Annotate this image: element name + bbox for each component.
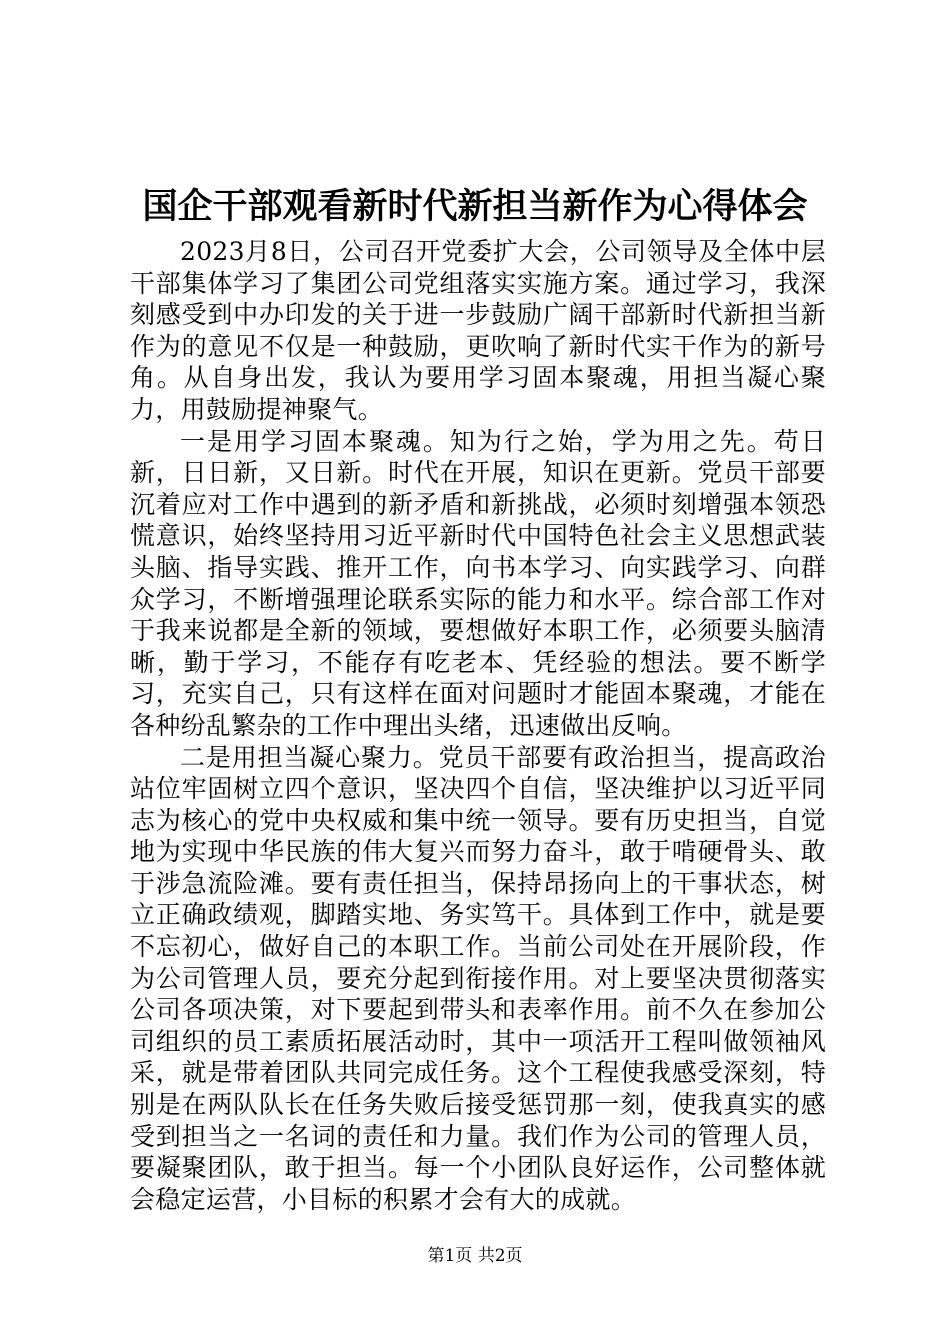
paragraph-intro: 2023月8日，公司召开党委扩大会，公司领导及全体中层干部集体学习了集团公司党组落实实施方案。通过学习，我深刻感受到中办印发的关于进一步鼓励广阔干部新时代新担当新作为的意见不仅是一种鼓励，更吹响了新时代实干作为的新号角。从自身出发，我认为要用学习固本聚魂，用担当凝心聚力，用鼓励提神聚气。	[130, 237, 826, 424]
document-body	[130, 236, 826, 1215]
paragraph-responsibility: 二是用担当凝心聚力。党员干部要有政治担当，提高政治站位牢固树立四个意识，坚决四个自信，坚决维护以习近平同志为核心的党中央权威和集中统一领导。要有历史担当，自觉地为实现中华民族的伟大复兴而努力奋斗，敢于啃硬骨头、敢于涉急流险滩。要有责任担当，保持昂扬向上的干事状态，树立正确政绩观，脚踏实地、务实笃干。具体到工作中，就是要不忘初心，做好自己的本职工作。当前公司处在开展阶段，作为公司管理人员，要充分起到衔接作用。对上要坚决贯彻落实公司各项决策，对下要起到带头和表率作用。前不久在参加公司组织的员工素质拓展活动时，其中一项活开工程叫做领袖风采，就是带着团队共同完成任务。这个工程使我感受深刻，特别是在两队队长在任务失败后接受惩罚那一刻，使我真实的感受到担当之一名词的责任和力量。我们作为公司的管理人员，要凝聚团队，敢于担当。每一个小团队良好运作，公司整体就会稳定运营，小目标的积累才会有大的成就。	[130, 742, 826, 1214]
paragraph-study: 一是用学习固本聚魂。知为行之始，学为用之先。苟日新，日日新，又日新。时代在开展，知识在更新。党员干部要沉着应对工作中遇到的新矛盾和新挑战，必须时刻增强本领恐慌意识，始终坚持用习近平新时代中国特色社会主义思想武装头脑、指导实践、推开工作，向书本学习、向实践学习、向群众学习，不断增强理论联系实际的能力和水平。综合部工作对于我来说都是全新的领域，要想做好本职工作，必须要头脑清晰，勤于学习，不能存有吃老本、凭经验的想法。要不断学习，充实自己，只有这样在面对问题时才能固本聚魂，才能在各种纷乱繁杂的工作中理出头绪，迅速做出反响。	[130, 426, 826, 740]
page-footer: 第1页 共2页	[427, 1246, 523, 1266]
document-title: 国企干部观看新时代新担当新作为心得体会	[142, 187, 808, 227]
